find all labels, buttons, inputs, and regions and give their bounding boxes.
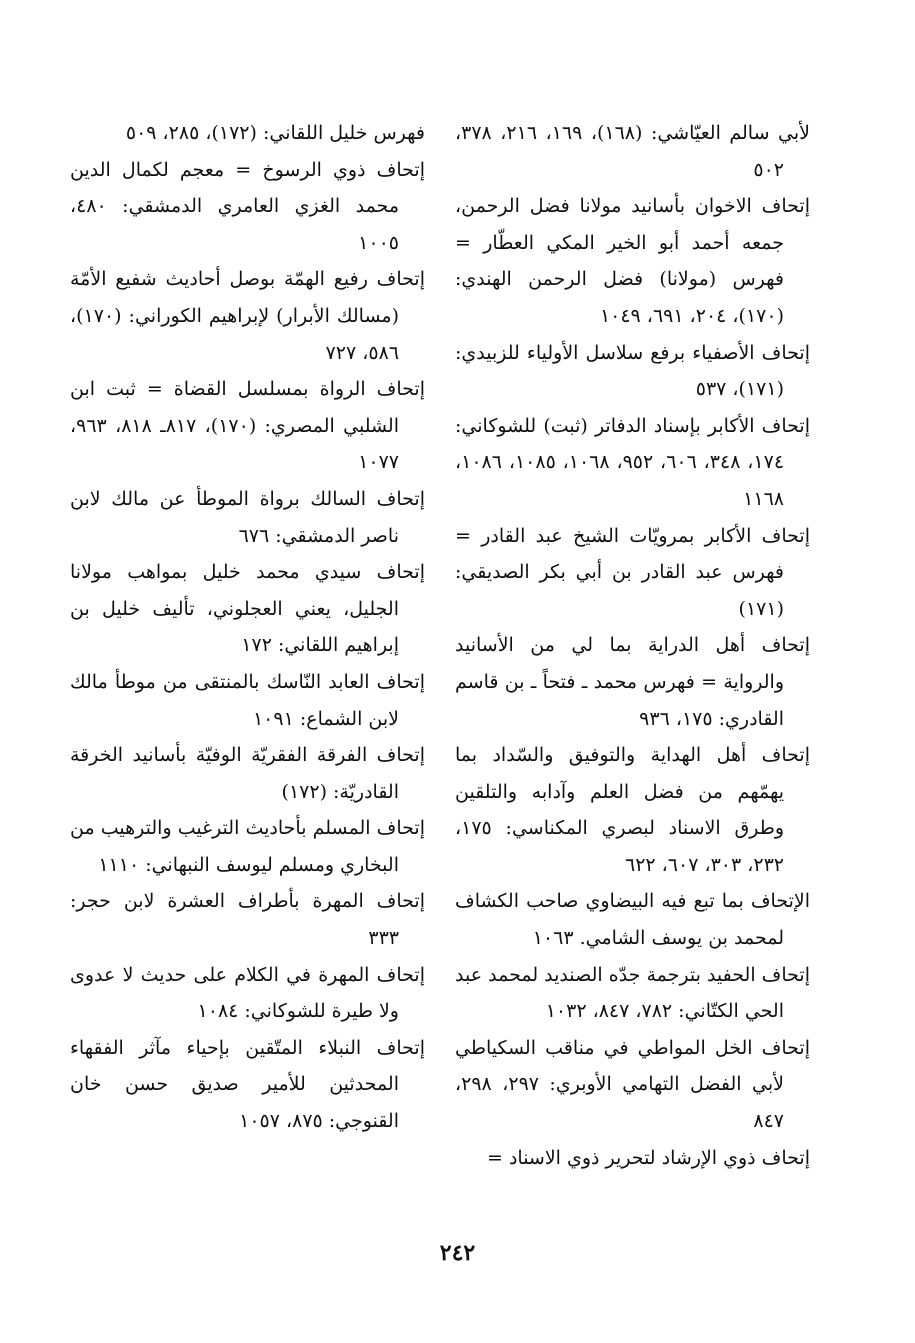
index-column-left (70, 115, 425, 1140)
index-entry: لأبي سالم العيّاشي: (١٦٨)، ١٦٩، ٢١٦، ٣٧٨، ٥٠٢ (455, 122, 810, 181)
index-entry: إتحاف ذوي الرسوخ = معجم لكمال الدين محمد الغزي العامري الدمشقي: ٤٨٠، ١٠٠٥ (70, 158, 425, 254)
index-entry: فهرس خليل اللقاني: (١٧٢)، ٢٨٥، ٥٠٩ (125, 122, 425, 144)
index-entry: إتحاف الأصفياء برفع سلاسل الأولياء للزبيدي: (١٧١)، ٥٣٧ (455, 341, 810, 401)
index-entry: إتحاف السالك برواة الموطأ عن مالك لابن ناصر الدمشقي: ٦٧٦ (70, 487, 425, 547)
index-entry: إتحاف المهرة بأطراف العشرة لابن حجر: ٣٣٣ (70, 890, 425, 950)
index-entry: إتحاف الأكابر بإسناد الدفاتر (ثبت) للشوكاني: ١٧٤، ٣٤٨، ٦٠٦، ٩٥٢، ١٠٦٨، ١٠٨٥، ١٠٨٦، ١١٦٨ (455, 414, 810, 510)
index-entry: إتحاف المسلم بأحاديث الترغيب والترهيب من البخاري ومسلم ليوسف النبهاني: ١١١٠ (70, 817, 425, 876)
index-entry: إتحاف رفيع الهمّة بوصل أحاديث شفيع الأمّة (مسالك الأبرار) لإبراهيم الكوراني: (١٧٠)، ٥٨٦، ٧٢٧ (70, 268, 425, 364)
index-entry: إتحاف أهل الدراية بما لي من الأسانيد والرواية = فهرس محمد ـ فتحاً ـ بن قاسم القادري: ١٧٥، ٩٣٦ (455, 634, 810, 730)
index-entry: إتحاف المهرة في الكلام على حديث لا عدوى ولا طيرة للشوكاني: ١٠٨٤ (70, 963, 425, 1023)
index-entry: إتحاف الرواة بمسلسل القضاة = ثبت ابن الشلبي المصري: (١٧٠)، ٨١٧ـ ٨١٨، ٩٦٣، ١٠٧٧ (70, 378, 425, 474)
index-entry: إتحاف الحفيد بترجمة جدّه الصنديد لمحمد عبد الحي الكتّاني: ٧٨٢، ٨٤٧، ١٠٣٢ (455, 963, 810, 1023)
index-entry: إتحاف الخل المواطي في مناقب السكياطي لأبي الفضل التهامي الأوبري: ٢٩٧، ٢٩٨، ٨٤٧ (455, 1036, 810, 1133)
page-number: ٢٤٢ (439, 1240, 476, 1266)
index-entry: إتحاف ذوي الإرشاد لتحرير ذوي الاسناد = (486, 1146, 810, 1169)
index-column-right (455, 115, 810, 1176)
index-entry: إتحاف النبلاء المتّقين بإحياء مآثر الفقهاء المحدثين للأمير صديق حسن خان القنوجي: ٨٧٥، ١٠٥٧ (70, 1036, 425, 1133)
index-entry: إتحاف الاخوان بأسانيد مولانا فضل الرحمن، جمعه أحمد أبو الخير المكي العطّار = فهرس (مولانا) فضل الرحمن الهندي: (١٧٠)، ٢٠٤، ٦٩١، ١٠٤٩ (455, 195, 810, 327)
index-entry: إتحاف الفرقة الفقريّة الوفيّة بأسانيد الخرقة القادريّة: (١٧٢) (70, 744, 425, 803)
index-entry: إتحاف سيدي محمد خليل بمواهب مولانا الجليل، يعني العجلوني، تأليف خليل بن إبراهيم اللقاني: ١٧٢ (70, 561, 425, 657)
index-entry: إتحاف أهل الهداية والتوفيق والسّداد بما يهمّهم من فضل العلم وآدابه والتلقين وطرق الاسناد لبصري المكناسي: ١٧٥، ٢٣٢، ٣٠٣، ٦٠٧، ٦٢٢ (455, 744, 810, 876)
index-entry: الإتحاف بما تبع فيه البيضاوي صاحب الكشاف لمحمد بن يوسف الشامي. ١٠٦٣ (455, 890, 810, 950)
index-entry: إتحاف العابد النّاسك بالمنتقى من موطأ مالك لابن الشماع: ١٠٩١ (70, 670, 425, 730)
index-entry: إتحاف الأكابر بمرويّات الشيخ عبد القادر = فهرس عبد القادر بن أبي بكر الصديقي: (١٧١) (455, 524, 810, 620)
